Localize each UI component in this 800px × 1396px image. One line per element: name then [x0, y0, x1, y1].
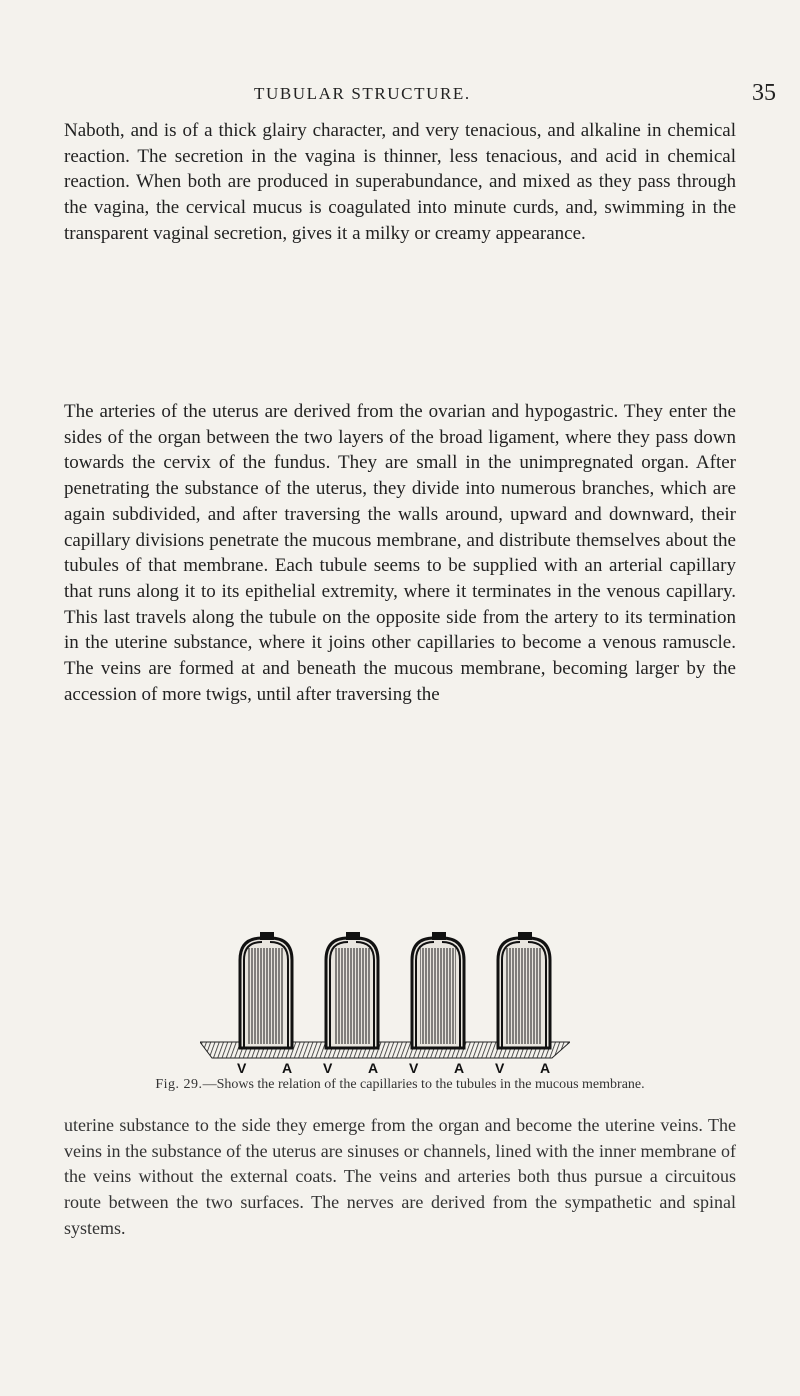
label-artery: A — [454, 1060, 465, 1076]
label-vein: V — [237, 1060, 247, 1076]
tubule-2 — [326, 932, 378, 1048]
page-header — [0, 80, 800, 106]
tubule-1 — [240, 932, 292, 1048]
paragraph-arteries: The arteries of the uterus are derived from the ovarian and hypogastric. They enter the sides of the organ between the two layers of the broad ligament, where they pass down towards the cervix of the fundus. They are small in the unimpregnated organ. After penetrating the substance of the uterus, they divide into numerous branches, which are again subdivided, and after traversing the walls around, upward and downward, their capillary divisions penetrate the mucous membrane, and distribute themselves about the tubules of that membrane. Each tubule seems to be supplied with an arterial capillary that runs along it to its epithelial extremity, where it terminates in the venous capillary. This last travels along the tubule on the opposite side from the artery to its termination in the uterine substance, where it joins other capillaries to become a venous ramuscle. The veins are formed at and beneath the mucous membrane, becoming larger by the accession of more twigs, until after traversing the — [64, 401, 736, 705]
tubule-3 — [412, 932, 464, 1048]
figure-caption — [64, 1076, 736, 1094]
running-title: TUBULAR STRUCTURE. — [254, 84, 471, 103]
label-artery: A — [368, 1060, 379, 1076]
tubule-4 — [498, 932, 550, 1048]
figure-number: Fig. 29. — [155, 1077, 203, 1092]
label-vein: V — [495, 1060, 505, 1076]
label-vein: V — [409, 1060, 419, 1076]
figure-capillaries-tubules — [200, 930, 570, 1076]
label-artery: A — [540, 1060, 551, 1076]
label-vein: V — [323, 1060, 333, 1076]
paragraph-veins-nerves: uterine substance to the side they emerge from the organ and become the uterine veins. The veins in the substance of the uterus are sinuses or channels, lined with the inner membrane of the veins without the external coats. The veins and arteries both thus pursue a circuitous route between the two surfaces. The nerves are derived from the sympathetic and spinal systems. — [64, 1115, 736, 1238]
tubule-illustration — [200, 930, 570, 1060]
label-artery: A — [282, 1060, 293, 1076]
paragraph-cervical-secretion: Naboth, and is of a thick glairy character, and very tenacious, and alkaline in chemical reaction. The secretion in the vagina is thinner, less tenacious, and acid in chemical reaction. When both are produced in superabundance, and mixed as they pass through the vagina, the cervical mucus is coagulated into minute curds, and, swimming in the transparent vaginal secretion, gives it a milky or creamy appearance. — [64, 120, 736, 244]
figure-caption-text: —Shows the relation of the capillaries to the tubules in the mucous membrane. — [202, 1077, 645, 1092]
page-number: 35 — [752, 80, 776, 106]
figure-labels — [200, 1060, 570, 1076]
